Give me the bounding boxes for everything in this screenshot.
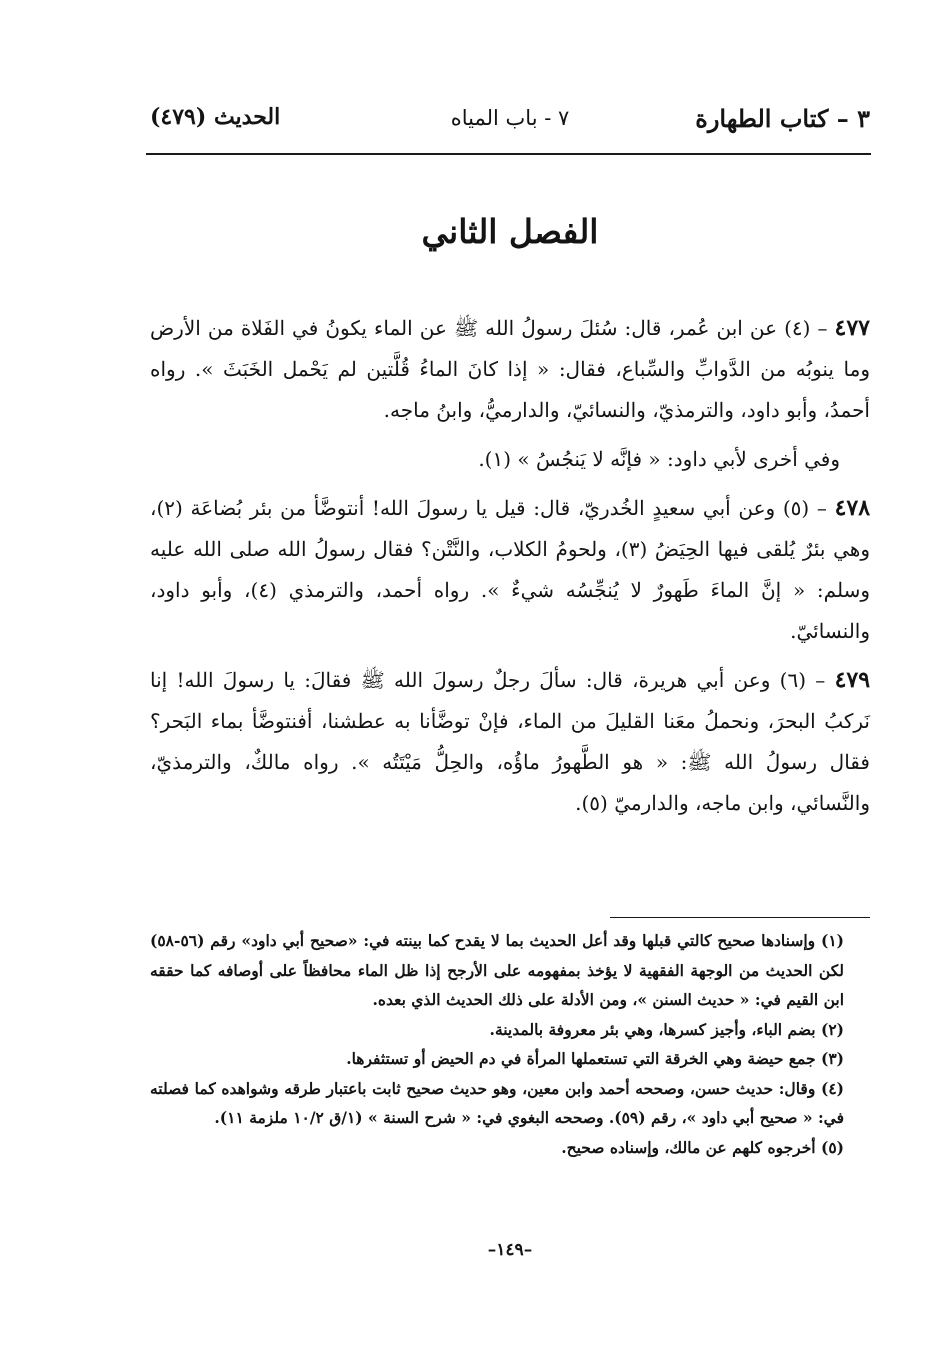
section-title: الفصل الثاني — [421, 212, 599, 251]
footnote: (٥) أخرجوه كلهم عن مالك، وإسناده صحيح. — [561, 1137, 844, 1157]
footnote: (٣) جمع حيضة وهي الخرقة التي تستعملها المرأة في دم الحيض أو تستثفرها. — [346, 1049, 844, 1068]
hadith-number: ٤٧٧ — [834, 315, 870, 341]
footnote: (٢) بضم الباء، وأجيز كسرها، وهي بئر معروفة بالمدينة. — [489, 1019, 844, 1039]
header-hadith-reference: الحديث (٤٧٩) — [150, 104, 281, 130]
hadith-text: – (٤) عن ابن عُمر، قال: سُئلَ رسولُ الله ﷺ عن الماء يكونُ في الفَلاة من الأرض وما ينوبُه من الدَّوابِّ والسِّباع، فقال: « إذا كانَ الماءُ قُلَّتين لم يَحْمل الخَبَثَ ». رواه أحمدُ، وأبو داود، والترمذيّ، والنسائيّ، والدارميُّ، وابنُ ماجه. — [150, 316, 870, 422]
page-number: –١٤٩– — [487, 1240, 533, 1260]
footnote: (٤) وقال: حديث حسن، وصححه أحمد وابن معين، وهو حديث صحيح ثابت باعتبار طرقه وشواهده كما فصلته في: « صحيح أبي داود »، رقم (٥٩). وصححه البغوي في: « شرح السنة » (١/ق ١٠/٢ ملزمة ١١). — [150, 1078, 844, 1127]
running-header — [150, 104, 870, 148]
footnote: (١) وإسنادها صحيح كالتي قبلها وقد أعل الحديث بما لا يقدح كما بينته في: «صحيح أبي داود» رقم (٥٦-٥٨) لكن الحديث من الوجهة الفقهية لا يؤخذ بمفهومه على الأرجح إذا ظل الماء محافظاً على أوصافه كما حققه ابن القيم في: « حديث السنن »، ومن الأدلة على ذلك الحديث الذي بعده. — [150, 931, 844, 1009]
footnotes — [150, 926, 870, 1162]
hadith-text: – (٥) وعن أبي سعيدٍ الخُدريّ، قال: قيل يا رسولَ الله! أنتوضَّأ من بئر بُضاعَة (٢)، وهي بئرٌ يُلقى فيها الحِيَضُ (٣)، ولحومُ الكلاب، والنَّتْن؟ فقال رسولُ الله صلى الله عليه وسلم: « إنَّ الماءَ طَهورٌ لا يُنجِّسُه شيءٌ ». رواه أحمد، والترمذي (٤)، وأبو داود، والنسائيّ. — [150, 496, 871, 643]
footnote-divider — [610, 917, 870, 918]
hadith-paragraph — [150, 660, 870, 824]
hadith-paragraph — [150, 308, 870, 431]
header-divider — [146, 153, 871, 155]
header-book-title: ٣ – كتاب الطهارة — [695, 104, 870, 133]
hadith-body — [150, 308, 870, 832]
hadith-number: ٤٧٨ — [834, 495, 871, 521]
hadith-text: – (٦) وعن أبي هريرة، قال: سألَ رجلٌ رسولَ الله ﷺ فقالَ: يا رسولَ الله! إنا نَركبُ البحرَ، ونحملُ معَنا القليلَ من الماء، فإنْ توضَّأنا به عطشنا، أفنتوضَّأ بماء البَحر؟ فقال رسولُ الله ﷺ: « هو الطَّهورُ ماؤُه، والحِلُّ مَيْتَتُه ». رواه مالكٌ، والترمذيّ، والنَّسائي، وابن ماجه، والدارميّ (٥). — [150, 668, 870, 815]
hadith-paragraph — [150, 488, 870, 652]
hadith-paragraph — [150, 439, 870, 480]
header-chapter-title: ٧ - باب المياه — [450, 106, 570, 130]
hadith-text: وفي أخرى لأبي داود: « فإنَّه لا يَنجُسُ » (١). — [478, 447, 840, 471]
hadith-number: ٤٧٩ — [834, 667, 871, 693]
